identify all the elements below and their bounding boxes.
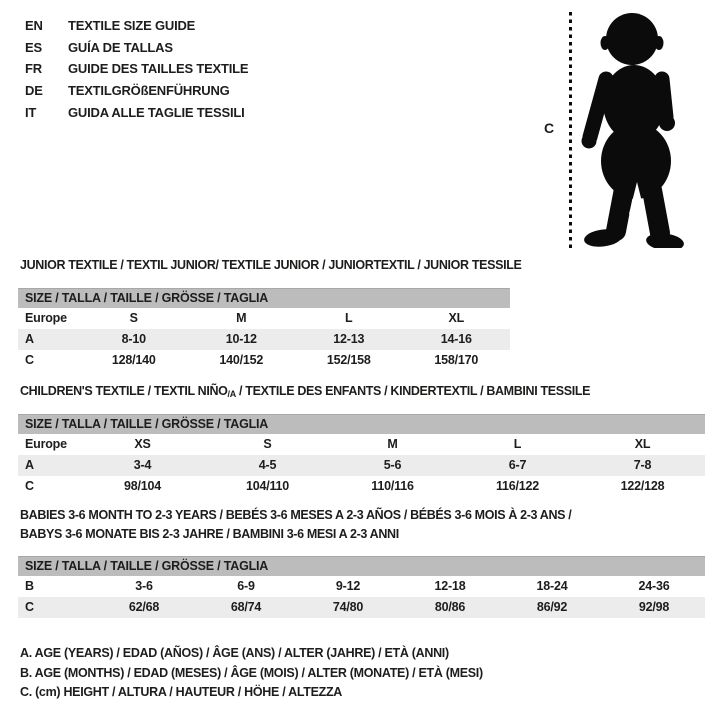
cell: 122/128 <box>620 479 665 493</box>
size-header-row <box>18 415 705 435</box>
cell: S <box>263 437 272 451</box>
measurement-key <box>20 644 483 703</box>
cell: 12-13 <box>295 329 403 350</box>
cell: M <box>387 437 398 451</box>
table-row-age <box>18 329 510 350</box>
cell: 24-36 <box>638 579 670 593</box>
language-title-list <box>25 15 248 124</box>
guide-title: GUIDE DES TAILLES TEXTILE <box>68 61 249 77</box>
cell: 140/152 <box>219 353 264 367</box>
language-row-it <box>25 102 248 124</box>
table-row-europe <box>18 308 510 329</box>
cell: 152/158 <box>326 353 371 367</box>
guide-title: GUIDA ALLE TAGLIE TESSILI <box>68 104 245 120</box>
size-header-row <box>18 289 510 309</box>
guide-title: GUÍA DE TALLAS <box>68 39 173 55</box>
footnote-height-cm: C. (cm) HEIGHT / ALTURA / HAUTEUR / HÖHE / ALTEZZA <box>20 685 343 700</box>
language-code: EN <box>25 18 43 33</box>
language-row-fr <box>25 58 248 80</box>
language-row-de <box>25 80 248 102</box>
row-label: C <box>25 353 34 367</box>
guide-title: TEXTILGRÖßENFÜHRUNG <box>68 83 230 99</box>
cell: 18-24 <box>536 579 568 593</box>
row-label: C <box>18 597 93 618</box>
language-code: DE <box>25 83 43 99</box>
size-header-bar: SIZE / TALLA / TAILLE / GRÖSSE / TAGLIA <box>18 289 510 309</box>
row-label: A <box>18 455 80 476</box>
babies-size-table <box>18 556 705 618</box>
cell: 14-16 <box>403 329 511 350</box>
cell: XL <box>634 437 651 451</box>
cell: 12-18 <box>434 579 466 593</box>
footnote-age-years: A. AGE (YEARS) / EDAD (AÑOS) / ÂGE (ANS) / ALTER (JAHRE) / ETÀ (ANNI) <box>20 646 449 660</box>
cell: 116/122 <box>495 479 540 493</box>
row-label: Europe <box>25 437 67 451</box>
row-label: B <box>25 579 34 593</box>
cell: 6-7 <box>455 455 580 476</box>
cell: 8-10 <box>80 329 188 350</box>
size-header-row <box>18 557 705 577</box>
table-row-europe <box>18 434 705 455</box>
language-code: FR <box>25 61 42 77</box>
language-code: ES <box>25 39 42 55</box>
table-row-height <box>18 476 705 497</box>
height-measure-label: C <box>544 120 555 136</box>
cell: 98/104 <box>123 479 162 493</box>
size-header-bar: SIZE / TALLA / TAILLE / GRÖSSE / TAGLIA <box>18 557 705 577</box>
title-subscript: /A <box>227 389 236 399</box>
cell: 86/92 <box>501 597 603 618</box>
height-dashed-line <box>569 12 572 250</box>
language-row-es <box>25 37 248 59</box>
section-title-junior: JUNIOR TEXTILE / TEXTIL JUNIOR/ TEXTILE JUNIOR / JUNIORTEXTIL / JUNIOR TESSILE <box>20 258 522 272</box>
cell: 158/170 <box>434 353 479 367</box>
cell: 110/116 <box>371 479 414 493</box>
cell: 74/80 <box>297 597 399 618</box>
cell: XS <box>134 437 151 451</box>
cell: 9-12 <box>335 579 361 593</box>
cell: 128/140 <box>111 353 156 367</box>
language-row-en <box>25 15 248 37</box>
row-label: A <box>18 329 80 350</box>
title-part: CHILDREN'S TEXTILE / TEXTIL NIÑO <box>20 384 228 398</box>
cell: 4-5 <box>205 455 330 476</box>
size-header-bar: SIZE / TALLA / TAILLE / GRÖSSE / TAGLIA <box>18 415 705 435</box>
cell: 104/110 <box>245 479 290 493</box>
title-part: / TEXTILE DES ENFANTS / KINDERTEXTIL / BAMBINI TESSILE <box>235 384 591 398</box>
junior-size-table <box>18 288 510 371</box>
cell: 6-9 <box>237 579 255 593</box>
guide-title: TEXTILE SIZE GUIDE <box>68 18 196 33</box>
cell: M <box>236 311 247 325</box>
table-row-height <box>18 597 705 618</box>
cell: 68/74 <box>195 597 297 618</box>
toddler-silhouette <box>580 11 684 248</box>
cell: 5-6 <box>330 455 455 476</box>
title-line-1: BABIES 3-6 MONTH TO 2-3 YEARS / BEBÉS 3-6 MESES A 2-3 AÑOS / BÉBÉS 3-6 MOIS À 2-3 ANS / <box>20 508 572 522</box>
table-row-age <box>18 455 705 476</box>
footnote-age-months: B. AGE (MONTHS) / EDAD (MESES) / ÂGE (MOIS) / ALTER (MONATE) / ETÀ (MESI) <box>20 665 483 680</box>
cell: 3-6 <box>135 579 153 593</box>
cell: 62/68 <box>93 597 195 618</box>
cell: 92/98 <box>603 597 705 618</box>
section-title-children <box>20 384 590 399</box>
row-label: C <box>25 479 34 493</box>
table-row-age-months <box>18 576 705 597</box>
cell: XL <box>448 311 465 325</box>
cell: 80/86 <box>399 597 501 618</box>
section-title-babies <box>20 506 571 543</box>
cell: 3-4 <box>80 455 205 476</box>
cell: L <box>513 437 522 451</box>
row-label: Europe <box>25 311 67 325</box>
title-line-2: BABYS 3-6 MONATE BIS 2-3 JAHRE / BAMBINI 3-6 MESI A 2-3 ANNI <box>20 526 399 541</box>
cell: S <box>129 311 138 325</box>
children-size-table <box>18 414 705 497</box>
cell: L <box>345 311 353 325</box>
toddler-silhouette-shape <box>582 13 685 248</box>
cell: 7-8 <box>580 455 705 476</box>
language-code: IT <box>25 104 37 120</box>
cell: 10-12 <box>188 329 296 350</box>
table-row-height <box>18 350 510 371</box>
